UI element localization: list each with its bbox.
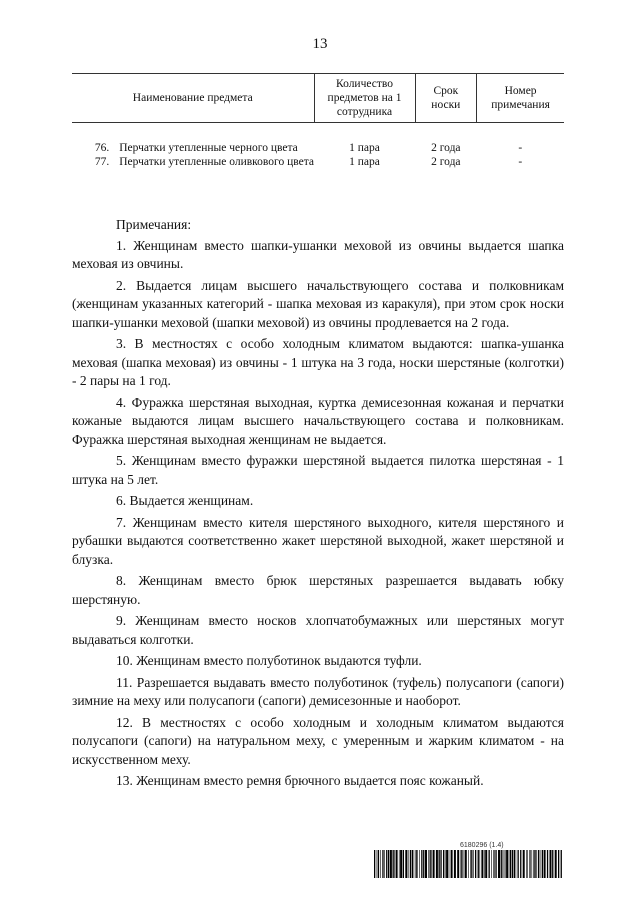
row-note: -	[518, 156, 523, 168]
row-note: -	[518, 142, 523, 154]
note-item: 11. Разрешается выдавать вместо полуботинок (туфель) полусапоги (сапоги) зимние на меху или полусапоги (сапоги) демисезонные и наоборот.	[72, 674, 564, 708]
document-code: 6180296 (1.4)	[460, 842, 504, 849]
note-item: 13. Женщинам вместо ремня брючного выдается пояс кожаный.	[116, 773, 484, 788]
note-item: 8. Женщинам вместо брюк шерстяных разрешается выдавать юбку шерстяную.	[72, 573, 564, 607]
note-item: 6. Выдается женщинам.	[116, 493, 254, 508]
note-item: 7. Женщинам вместо кителя шерстяного выходного, кителя шерстяного и рубашки выдаются соответственно жакет шерстяной выходной, жакет шерстяной и блузка.	[72, 514, 564, 567]
note-item: 2. Выдается лицам высшего начальствующего состава и полковникам (женщинам указанных категорий - шапка меховая из каракуля), при этом срок носки шапки-ушанки меховой (шапки меховой) из овчины продлевается на 2 года.	[72, 277, 564, 330]
note-item: 10. Женщинам вместо полуботинок выдаются туфли.	[116, 653, 422, 668]
note-item: 9. Женщинам вместо носков хлопчатобумажных или шерстяных могут выдаваться колготки.	[72, 613, 564, 647]
table-row	[72, 141, 564, 155]
row-number: 77.	[94, 156, 110, 168]
note-item: 1. Женщинам вместо шапки-ушанки меховой из овчины выдается шапка меховая из овчины.	[72, 237, 564, 271]
row-qty: 1 пара	[349, 142, 380, 154]
header-term: Срок носки	[415, 74, 477, 123]
header-name: Наименование предмета	[72, 74, 314, 123]
table-row	[72, 155, 564, 169]
header-note: Номер примечания	[477, 74, 564, 123]
barcode-icon	[374, 850, 564, 878]
row-term: 2 года	[431, 156, 461, 168]
header-qty: Количество предметов на 1 сотрудника	[314, 74, 415, 123]
table-header-row	[72, 74, 564, 123]
page-number: 13	[312, 36, 328, 52]
note-item: 3. В местностях с особо холодным климатом выдаются: шапка-ушанка меховая (шапка меховая) из овчины - 1 штука на 3 года, носки шерстяные (колготки) - 2 пары на 1 год.	[72, 336, 564, 388]
note-item: 5. Женщинам вместо фуражки шерстяной выдается пилотка шерстяная - 1 штука на 5 лет.	[72, 453, 564, 487]
note-item: 4. Фуражка шерстяная выходная, куртка демисезонная кожаная и перчатки кожаные выдаются лицам высшего начальствующего состава и полковникам. Фуражка шерстяная выходная женщинам не выдается.	[72, 394, 564, 447]
row-term: 2 года	[431, 142, 461, 154]
notes-title: Примечания:	[116, 217, 192, 232]
row-qty: 1 пара	[349, 156, 380, 168]
items-table	[72, 73, 564, 169]
row-number: 76.	[94, 142, 110, 154]
row-item-name: Перчатки утепленные оливкового цвета	[119, 156, 314, 168]
notes-section	[72, 216, 564, 794]
note-item: 12. В местностях с особо холодным и холодным климатом выдаются полусапоги (сапоги) на натуральном меху, с умеренным и жарким климатом - на искусственном меху.	[72, 714, 564, 767]
row-item-name: Перчатки утепленные черного цвета	[119, 142, 298, 154]
